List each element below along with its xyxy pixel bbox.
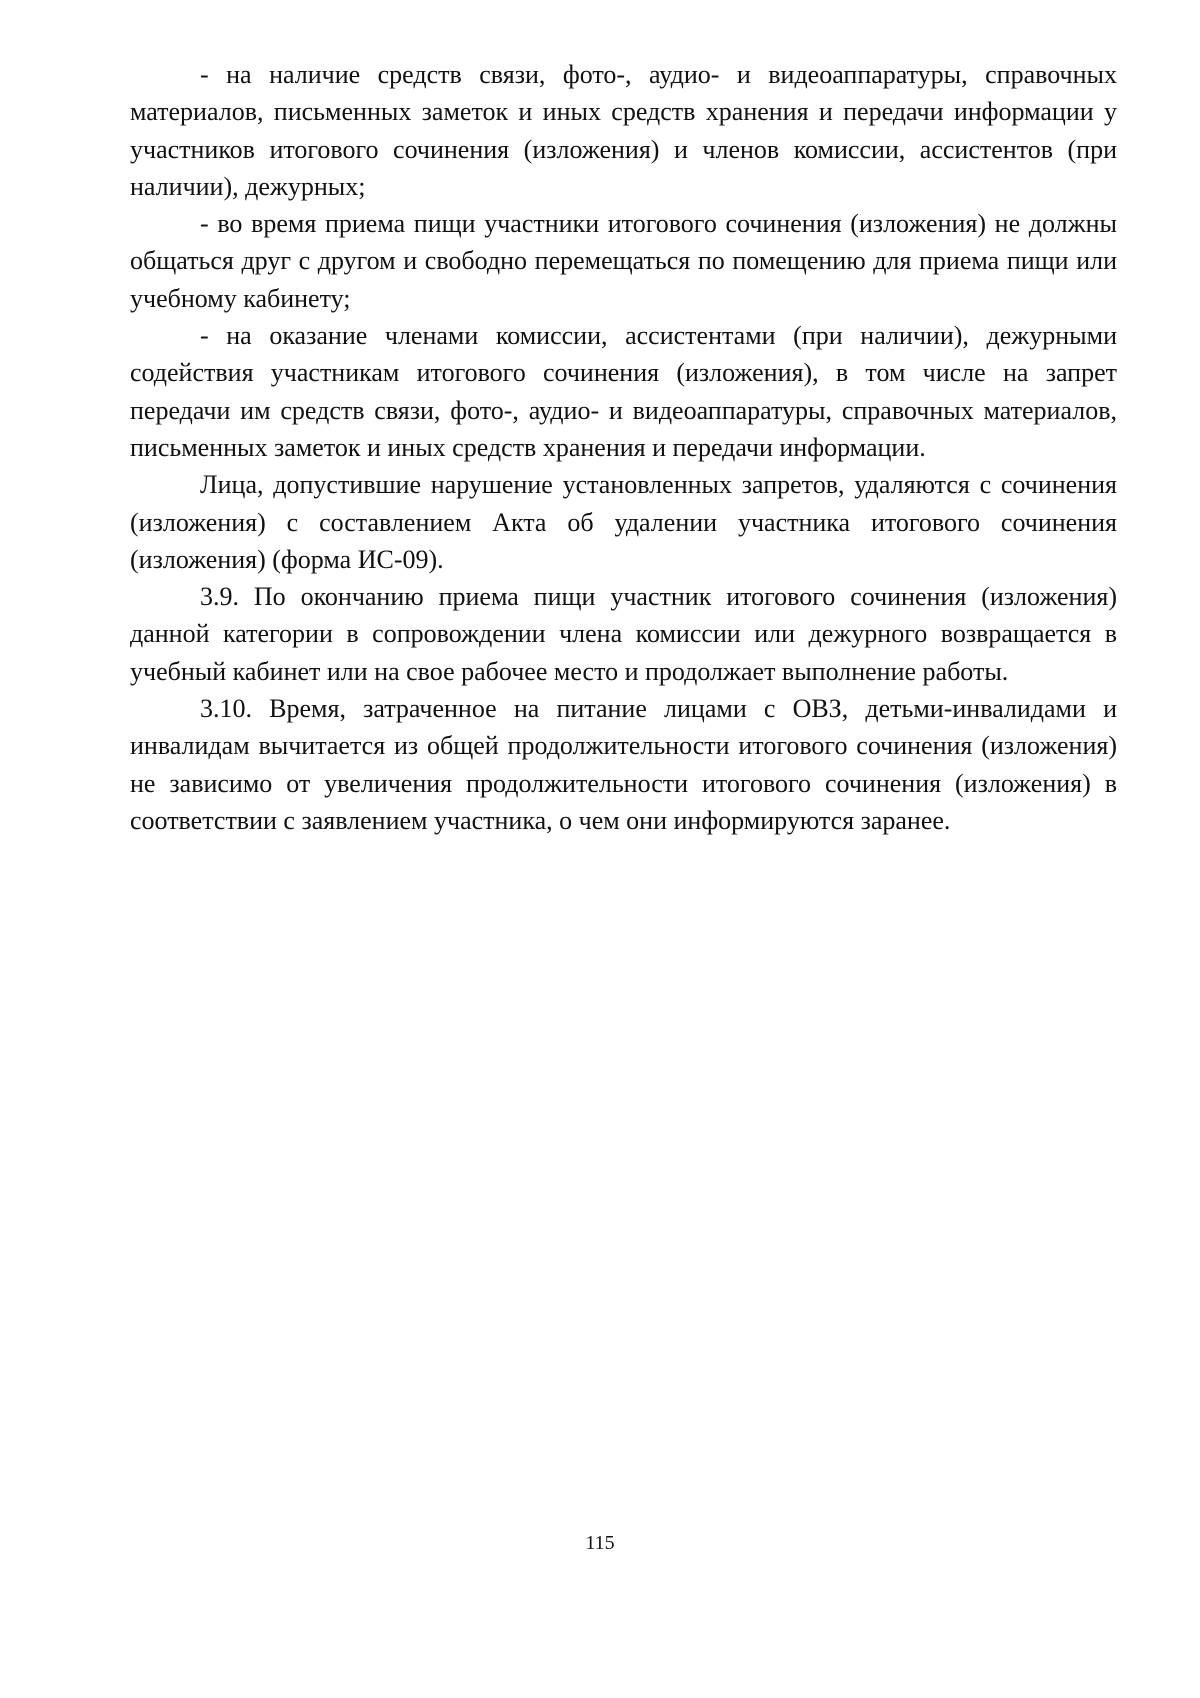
paragraph-section-3-10: 3.10. Время, затраченное на питание лицами с ОВЗ, детьми-инвалидами и инвалидам вычитается из общей продолжительности итогового сочинения (изложения) не зависимо от увеличения продолжительности итогового сочинения (изложения) в соответствии с заявлением участника, о чем они информируются заранее.	[130, 694, 1117, 835]
paragraph-communication-devices: - на наличие средств связи, фото-, аудио- и видеоаппаратуры, справочных материалов, письменных заметок и иных средств хранения и передачи информации у участников итогового сочинения (изложения) и членов комиссии, ассистентов (при наличии), дежурных;	[130, 60, 1117, 201]
page-number: 115	[585, 1532, 615, 1554]
paragraph-assistance-ban: - на оказание членами комиссии, ассистентами (при наличии), дежурными содействия участникам итогового сочинения (изложения), в том числе на запрет передачи им средств связи, фото-, аудио- и видеоаппаратуры, справочных материалов, письменных заметок и иных средств хранения и передачи информации.	[130, 321, 1117, 462]
paragraph-violations: Лица, допустившие нарушение установленных запретов, удаляются с сочинения (изложения) с составлением Акта об удалении участника итогового сочинения (изложения) (форма ИС-09).	[130, 470, 1117, 574]
paragraph-meal-rules: - во время приема пищи участники итогового сочинения (изложения) не должны общаться друг с другом и свободно перемещаться по помещению для приема пищи или учебному кабинету;	[130, 209, 1117, 313]
body-text	[130, 56, 1117, 839]
paragraph-section-3-9: 3.9. По окончанию приема пищи участник итогового сочинения (изложения) данной категории в сопровождении члена комиссии или дежурного возвращается в учебный кабинет или на свое рабочее место и продолжает выполнение работы.	[130, 582, 1117, 686]
